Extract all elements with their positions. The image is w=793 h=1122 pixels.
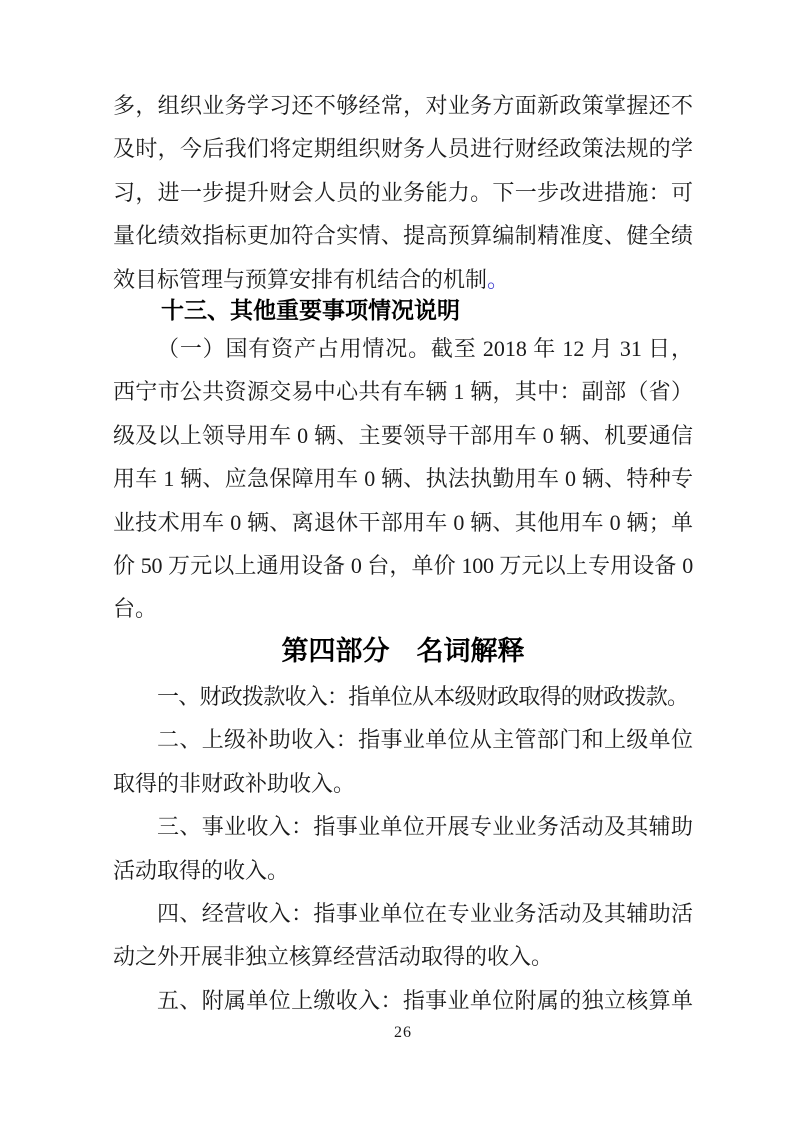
definition-line: 五、附属单位上缴收入：指事业单位附属的独立核算单	[157, 987, 693, 1013]
paragraph-text: 效目标管理与预算安排有机结合的机制	[113, 266, 488, 292]
paragraph-line: 用车 1 辆、应急保障用车 0 辆、执法执勤用车 0 辆、特种专	[113, 466, 693, 492]
paragraph-line: 及时，今后我们将定期组织财务人员进行财经政策法规的学	[113, 136, 693, 162]
definition-line: 活动取得的收入。	[113, 857, 290, 883]
paragraph-line: 业技术用车 0 辆、离退休干部用车 0 辆、其他用车 0 辆；单	[113, 509, 693, 535]
definition-line: 二、上级补助收入：指事业单位从主管部门和上级单位	[157, 727, 693, 753]
blue-period: 。	[487, 266, 510, 292]
part-heading-number: 第四部分	[281, 636, 390, 666]
section-heading-other-important-matters: 十三、其他重要事项情况说明	[161, 297, 460, 323]
part-heading-glossary	[113, 629, 693, 673]
definition-line: 取得的非财政补助收入。	[113, 770, 356, 796]
paragraph-line: （一）国有资产占用情况。截至 2018 年 12 月 31 日，	[157, 336, 693, 361]
paragraph-line: 级及以上领导用车 0 辆、主要领导干部用车 0 辆、机要通信	[113, 422, 693, 448]
paragraph-state-owned-assets	[113, 327, 693, 631]
definition-line: 四、经营收入：指事业单位在专业业务活动及其辅助活	[157, 900, 693, 926]
paragraph-line: 量化绩效指标更加符合实情、提高预算编制精准度、健全绩	[113, 223, 693, 249]
paragraph-improvement-measures	[113, 84, 693, 301]
glossary-definitions	[113, 675, 693, 1022]
paragraph-line: 习，进一步提升财会人员的业务能力。下一步改进措施：可	[113, 179, 693, 205]
paragraph-line: 西宁市公共资源交易中心共有车辆 1 辆，其中：副部（省）	[113, 379, 693, 405]
paragraph-line: 台。	[113, 596, 158, 622]
paragraph-line: 多，组织业务学习还不够经常，对业务方面新政策掌握还不	[113, 93, 693, 118]
definition-line: 三、事业收入：指事业单位开展专业业务活动及其辅助	[157, 814, 693, 840]
page-number: 26	[394, 1024, 412, 1041]
definition-line: 一、财政拨款收入：指单位从本级财政取得的财政拨款。	[157, 684, 689, 709]
part-heading-title: 名词解释	[416, 636, 525, 666]
paragraph-line: 价 50 万元以上通用设备 0 台，单价 100 万元以上专用设备 0	[113, 552, 693, 578]
definition-line: 动之外开展非独立核算经营活动取得的收入。	[113, 944, 554, 970]
